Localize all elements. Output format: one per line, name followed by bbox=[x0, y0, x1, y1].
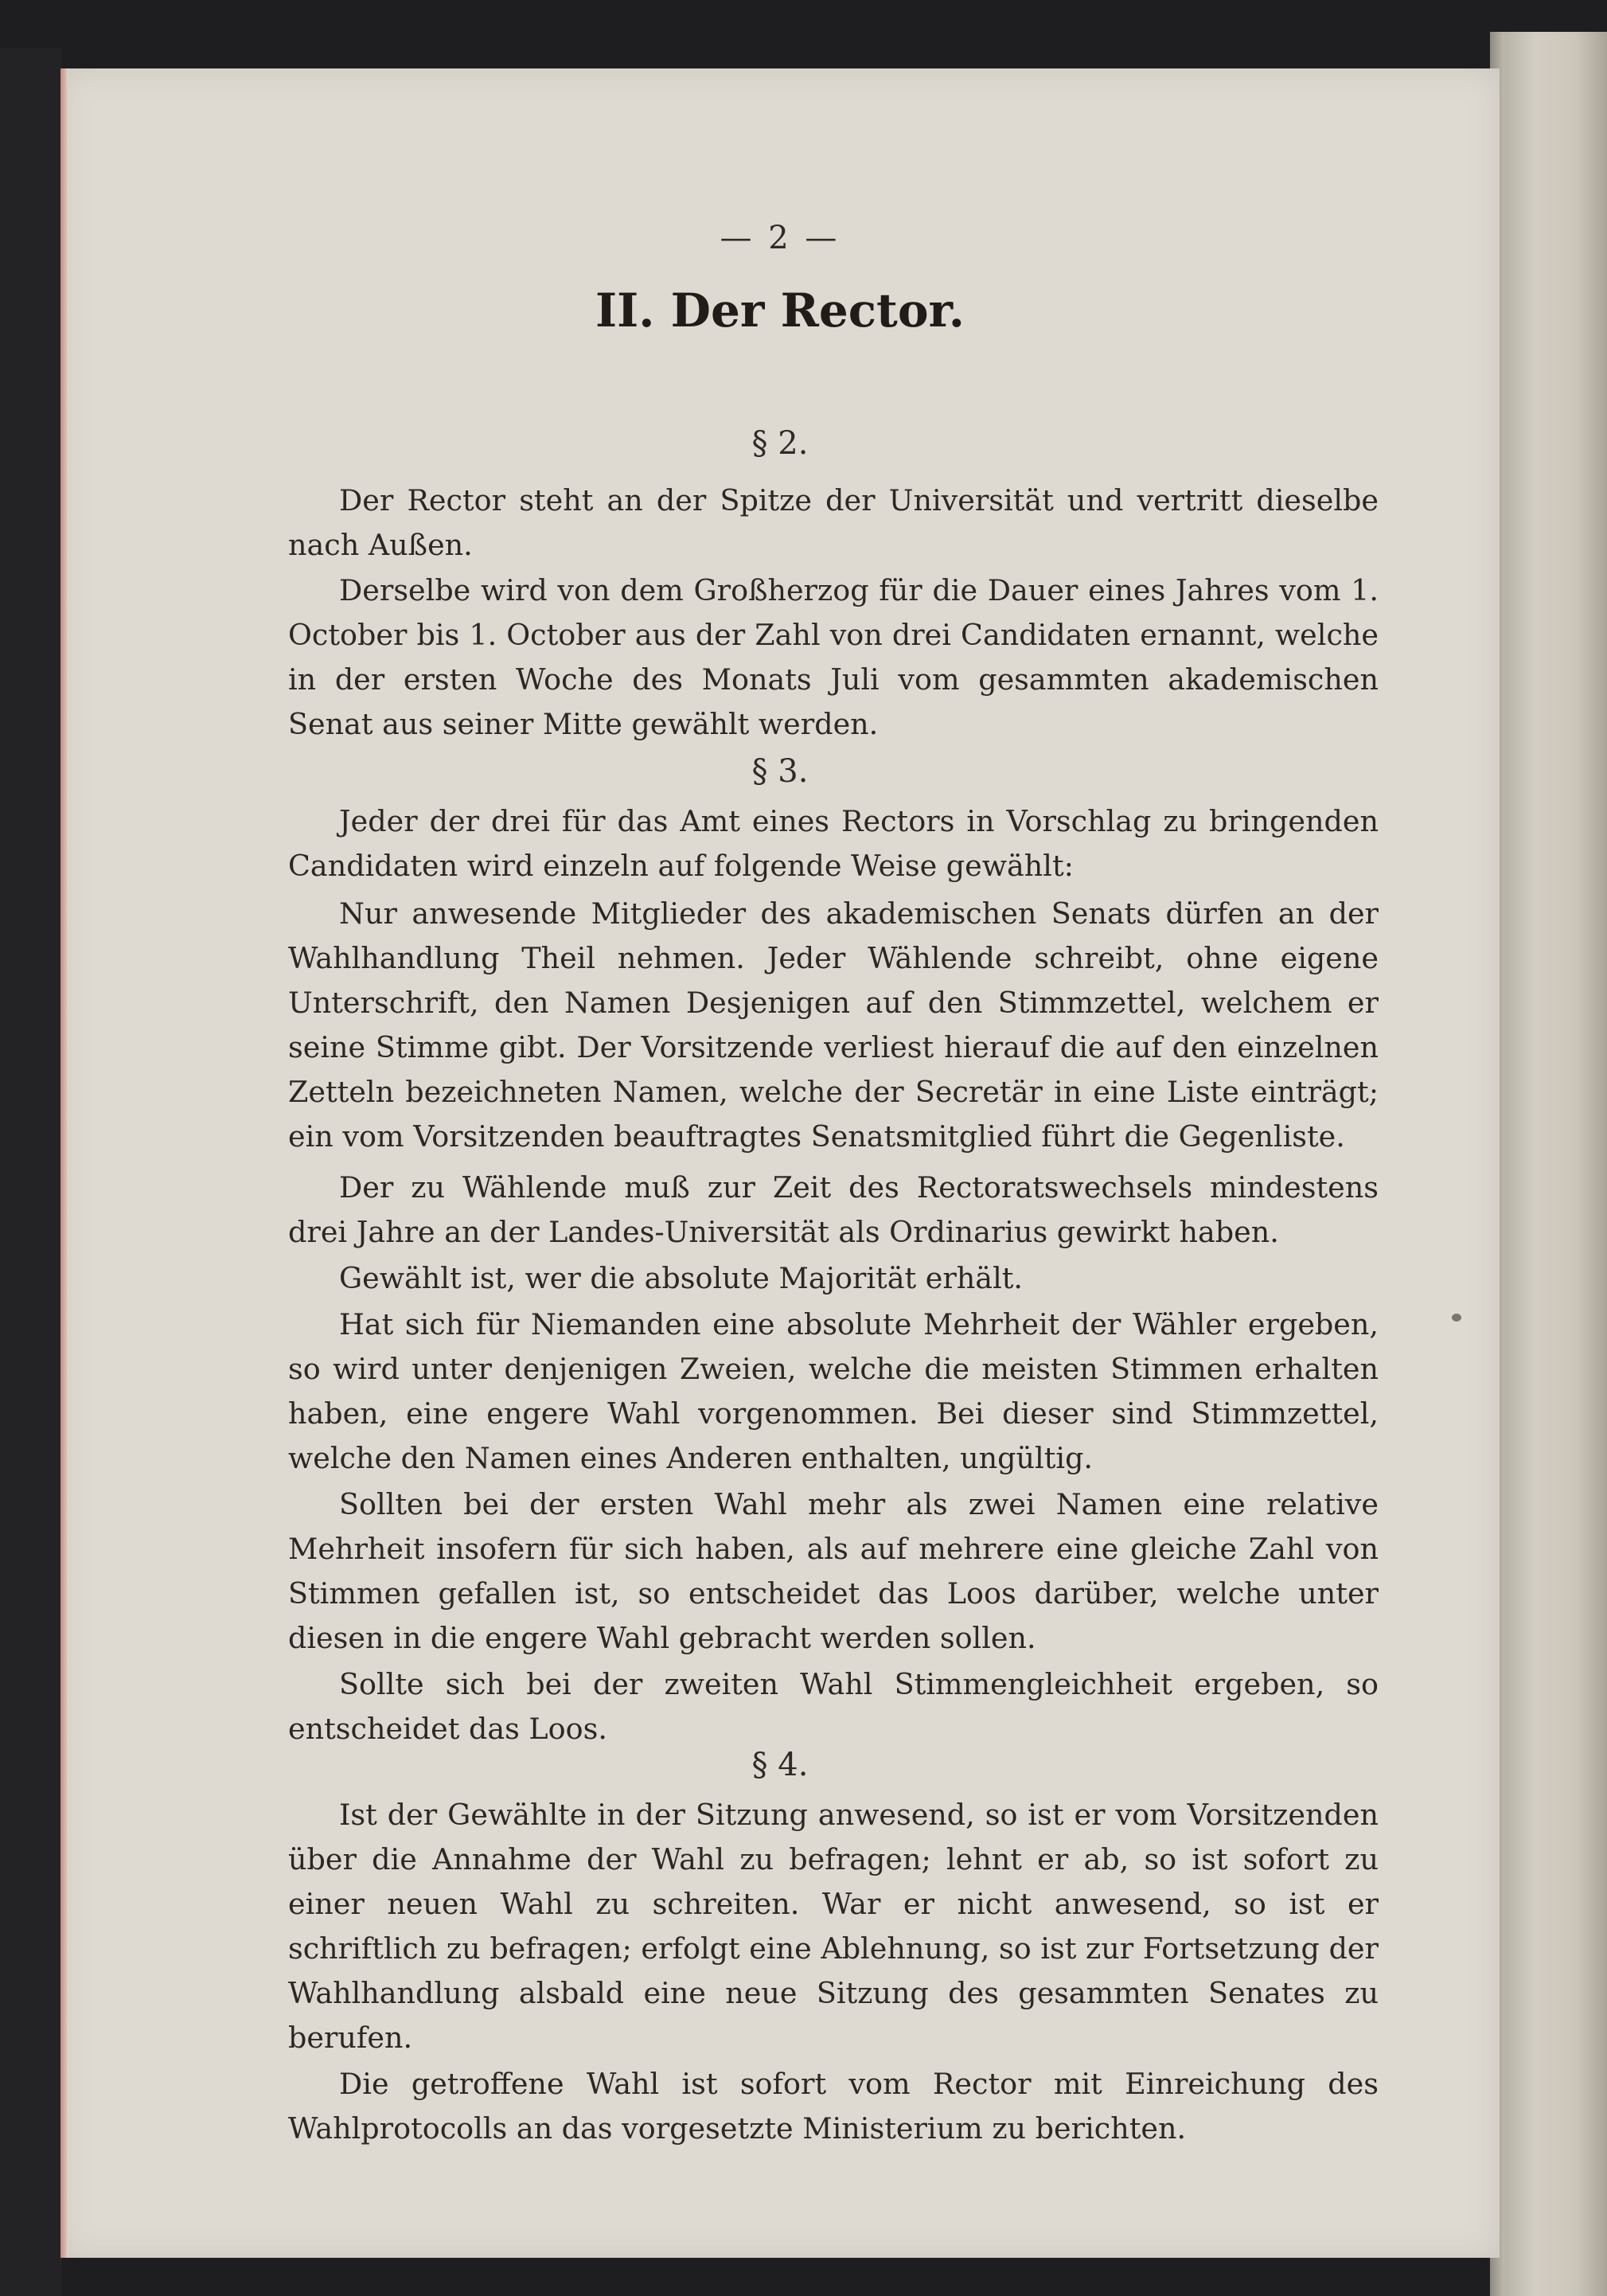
paragraph: Die getroffene Wahl ist sofort vom Rector mit Einreichung des Wahlprotocolls an das vorgesetzte Ministerium zu berichten. bbox=[288, 2067, 1379, 2146]
page-number: — 2 — bbox=[720, 220, 841, 256]
paragraph: Sollten bei der ersten Wahl mehr als zwei Namen eine relative Mehrheit insofern für sich haben, als auf mehrere eine gleiche Zahl von Stimmen gefallen ist, so entscheidet das Loos darüber, welche unter diesen in die engere Wahl gebracht werden sollen. bbox=[288, 1487, 1379, 1655]
paragraph: Ist der Gewählte in der Sitzung anwesend, so ist er vom Vorsitzenden über die Annahme der Wahl zu befragen; lehnt er ab, so ist sofort zu einer neuen Wahl zu schreiten. War er nicht anwesend, so ist er schriftlich zu befragen; erfolgt eine Ablehnung, so ist zur Fortsetzung der Wahlhandlung alsbald eine neue Sitzung des gesammten Senates zu berufen. bbox=[288, 1798, 1379, 2055]
page-red-edge bbox=[60, 68, 68, 2258]
document-page bbox=[60, 68, 1500, 2258]
paper-speck bbox=[1452, 1314, 1461, 1322]
paragraph: Der zu Wählende muß zur Zeit des Rectoratswechsels mindestens drei Jahre an der Landes-Universität als Ordinarius gewirkt haben. bbox=[288, 1170, 1379, 1249]
section-heading-3: § 3. bbox=[751, 753, 809, 790]
paragraph: Hat sich für Niemanden eine absolute Mehrheit der Wähler ergeben, so wird unter denjenigen Zweien, welche die meisten Stimmen erhalten haben, eine engere Wahl vorgenommen. Bei dieser sind Stimmzettel, welche den Namen eines Anderen enthalten, ungültig. bbox=[288, 1307, 1379, 1475]
paragraph: Der Rector steht an der Spitze der Universität und vertritt dieselbe nach Außen. bbox=[288, 483, 1379, 562]
paragraph: Sollte sich bei der zweiten Wahl Stimmengleichheit ergeben, so entscheidet das Loos. bbox=[288, 1667, 1379, 1746]
chapter-title: II. Der Rector. bbox=[595, 283, 965, 338]
section-heading-2: § 2. bbox=[751, 425, 809, 462]
facing-page-edge bbox=[1504, 32, 1607, 2296]
section-heading-4: § 4. bbox=[751, 1747, 809, 1783]
paragraph: Nur anwesende Mitglieder des akademischen Senats dürfen an der Wahlhandlung Theil nehmen. Jeder Wählende schreibt, ohne eigene Unterschrift, den Namen Desjenigen auf den Stimmzettel, welchem er seine Stimme gibt. Der Vorsitzende verliest hierauf die auf den einzelnen Zetteln bezeichneten Namen, welche der Secretär in eine Liste einträgt; ein vom Vorsitzenden beauftragtes Senatsmitglied führt die Gegenliste. bbox=[288, 896, 1379, 1154]
page-content bbox=[60, 68, 1500, 2258]
paragraph: Derselbe wird von dem Großherzog für die Dauer eines Jahres vom 1. October bis 1. October aus der Zahl von drei Candidaten ernannt, welche in der ersten Woche des Monats Juli vom gesammten akademischen Senat aus seiner Mitte gewählt werden. bbox=[288, 573, 1379, 741]
paragraph: Jeder der drei für das Amt eines Rectors in Vorschlag zu bringenden Candidaten wird einzeln auf folgende Weise gewählt: bbox=[288, 804, 1379, 883]
book-spine bbox=[0, 48, 62, 2296]
paragraph: Gewählt ist, wer die absolute Majorität erhält. bbox=[339, 1261, 1024, 1295]
